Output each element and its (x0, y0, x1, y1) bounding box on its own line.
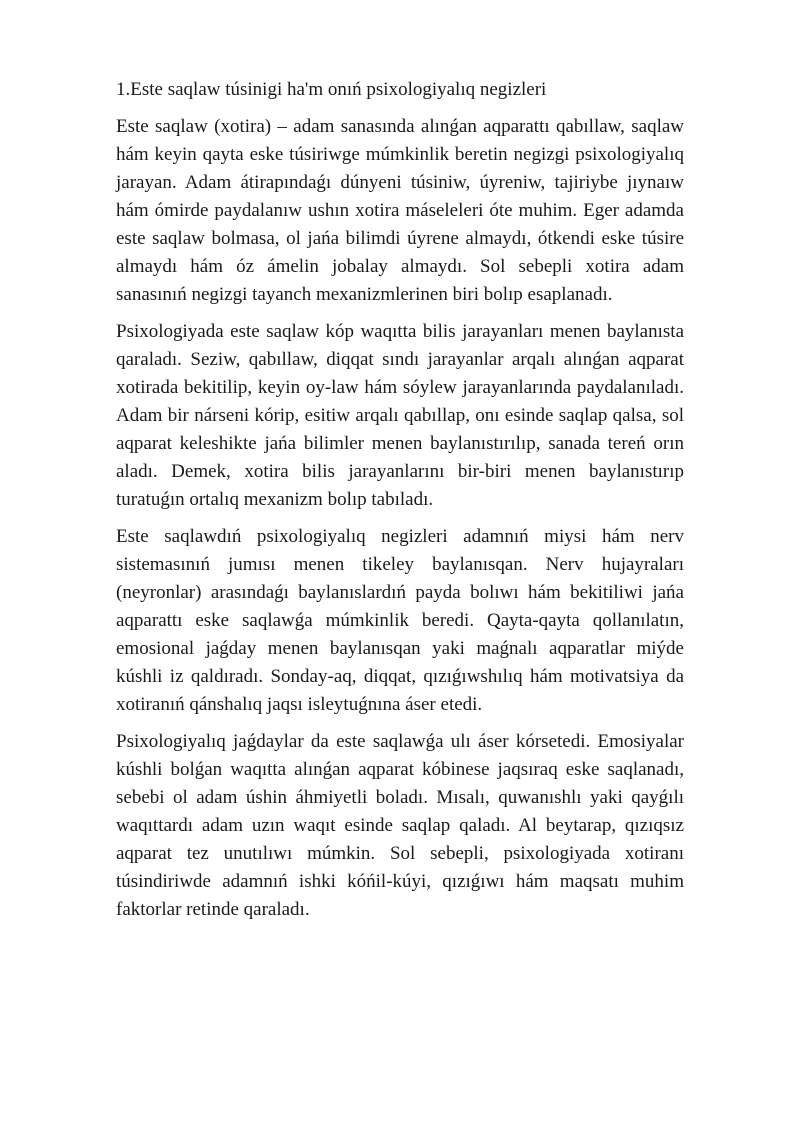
paragraph-neural-basis: Este saqlawdıń psixologiyalıq negizleri adamnıń miysi hám nerv sistemasınıń jumısı menen tikeley baylanısqan. Nerv hujayraları (neyronlar) arasındaǵı baylanıslardıń payda bolıwı hám bekitiliwi jańa aqparattı eske saqlawǵa múmkinlik beredi. Qayta-qayta qollanılatın, emosional jaǵday menen baylanısqan yaki maǵnalı aqparatlar miýde kúshli iz qaldıradı. Sonday-aq, diqqat, qızıǵıwshılıq hám motivatsiya da xotiranıń qánshalıq jaqsı isleytuǵnına áser etedi. (116, 526, 684, 715)
section-heading: 1.Este saqlaw túsinigi ha'm onıń psixologiyalıq negizleri (116, 79, 547, 100)
document-body (116, 76, 684, 933)
paragraph-cognitive-processes: Psixologiyada este saqlaw kóp waqıtta bilis jarayanları menen baylanısta qaraladı. Seziw, qabıllaw, diqqat sındı jarayanlar arqalı alınǵan aqparat xotirada bekitilip, keyin oy-law hám sóylew jarayanlarında paydalanıladı. Adam bir nárseni kórip, esitiw arqalı qabıllap, onı esinde saqlap qalsa, sol aqparat keleshikte jańa bilimler menen baylanıstırılıp, sanada tereń orın aladı. Demek, xotira bilis jarayanlarını bir-biri menen baylanıstırıp turatuǵın ortalıq mexanizm bolıp tabıladı. (116, 321, 684, 510)
paragraph-definition: Este saqlaw (xotira) – adam sanasında alınǵan aqparattı qabıllaw, saqlaw hám keyin qayta eske túsiriwge múmkinlik beretin negizgi psixologiyalıq jarayan. Adam átirapındaǵı dúnyeni túsiniw, úyreniw, tajiriybe jıynaıw hám ómirde paydalanıw ushın xotira máseleleri óte muhim. Eger adamda este saqlaw bolmasa, ol jańa bilimdi úyrene almaydı, ótkendi eske túsire almaydı hám óz ámelin jobalay almaydı. Sol sebepli xotira adam sanasınıń negizgi tayanch mexanizmlerinen biri bolıp esaplanadı. (116, 116, 684, 305)
paragraph-emotional-factors: Psixologiyalıq jaǵdaylar da este saqlawǵa ulı áser kórsetedi. Emosiyalar kúshli bolǵan waqıtta alınǵan aqparat kóbinese jaqsıraq eske saqlanadı, sebebi ol adam úshin áhmiyetli boladı. Mısalı, quwanıshlı yaki qayǵılı waqıttardı adam uzın waqıt esinde saqlap qaladı. Al beytarap, qızıqsız aqparat tez unutılıwı múmkin. Sol sebepli, psixologiyada xotiranı túsindiriwde adamnıń ishki kóńil-kúyi, qızıǵıwı hám maqsatı muhim faktorlar retinde qaraladı. (116, 731, 684, 920)
